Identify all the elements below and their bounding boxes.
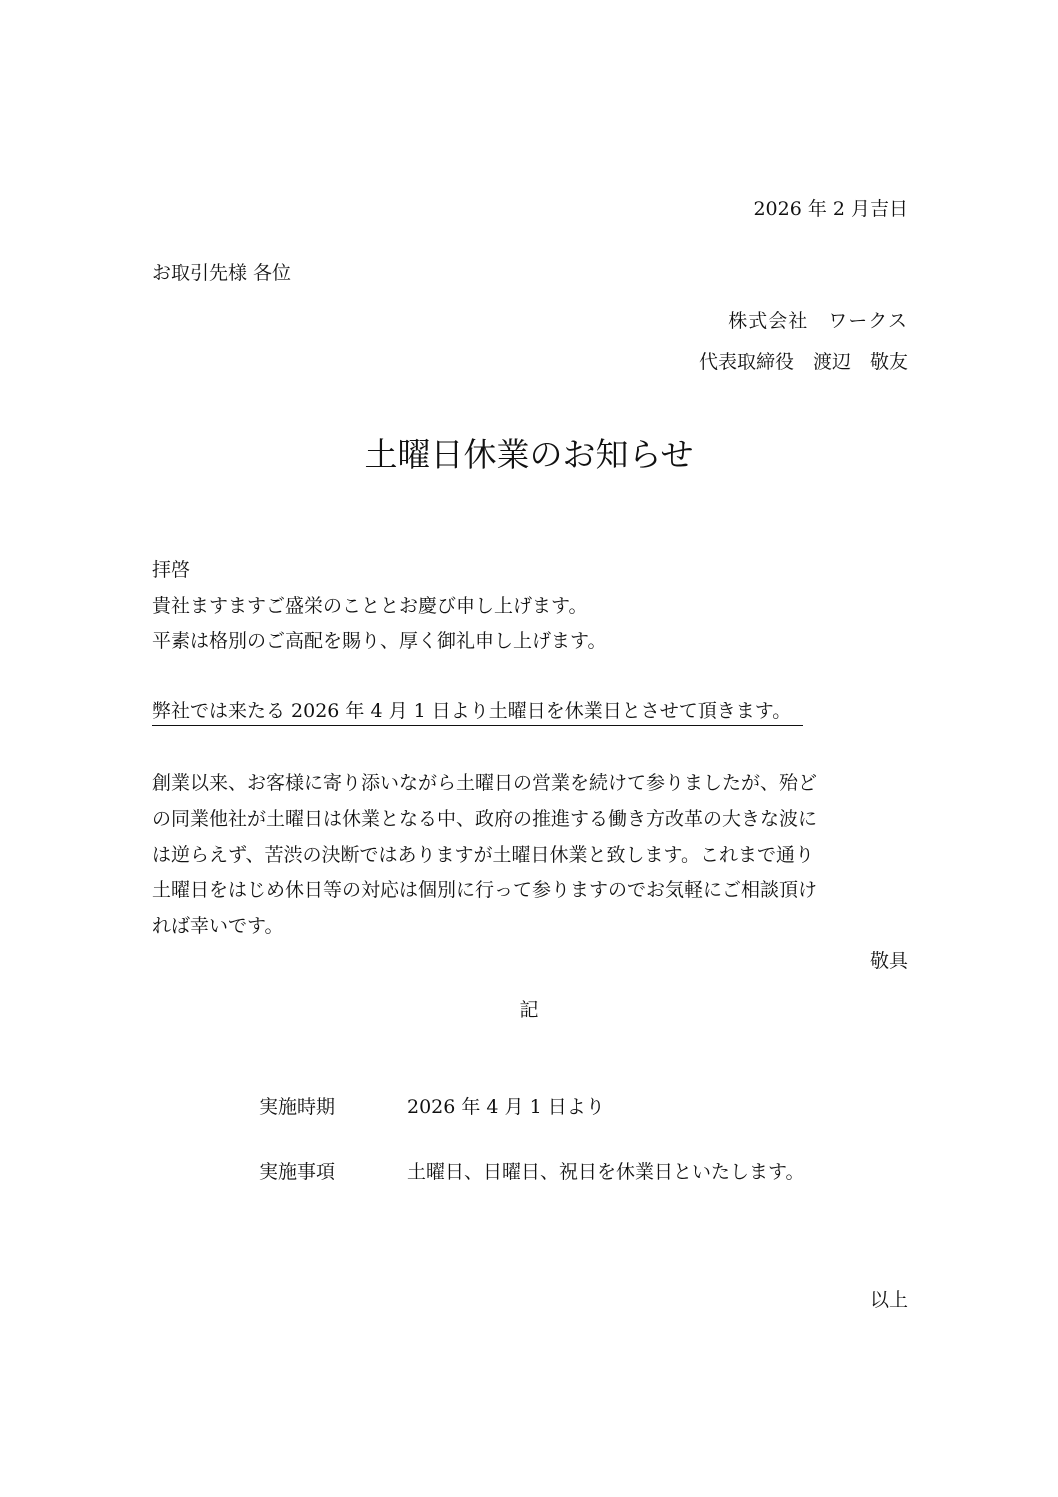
body-paragraph-line: れば幸いです。 [152, 915, 284, 937]
letter-date: 2026 年 2 月吉日 [753, 198, 908, 220]
body-paragraph-line: 土曜日をはじめ休日等の対応は個別に行って参りますのでお気軽にご相談頂け [152, 879, 818, 901]
end-mark: 以上 [869, 1289, 908, 1311]
body-paragraph-line: 創業以来、お客様に寄り添いながら土曜日の営業を続けて参りましたが、殆ど [152, 772, 818, 794]
detail-label-period: 実施時期 [259, 1096, 336, 1118]
closing-salutation: 敬具 [869, 950, 908, 972]
detail-value-items: 土曜日、日曜日、祝日を休業日といたします。 [407, 1161, 805, 1183]
body-paragraph-line: の同業他社が土曜日は休業となる中、政府の推進する働き方改革の大きな波に [152, 808, 818, 830]
greeting-line: 貴社ますますご盛栄のこととお慶び申し上げます。 [152, 595, 588, 617]
sender-company: 株式会社 ワークス [728, 310, 908, 332]
detail-value-period: 2026 年 4 月 1 日より [407, 1096, 605, 1118]
announcement-underlined: 弊社では来たる 2026 年 4 月 1 日より土曜日を休業日とさせて頂きます。 [152, 702, 803, 726]
body-paragraph-line: は逆らえず、苦渋の決断ではありますが土曜日休業と致します。これまで通り [152, 844, 814, 866]
document-title: 土曜日休業のお知らせ [364, 435, 694, 474]
greeting-line: 平素は格別のご高配を賜り、厚く御礼申し上げます。 [152, 630, 607, 652]
addressee: お取引先様 各位 [152, 262, 292, 284]
ki-heading: 記 [519, 999, 539, 1021]
opening-salutation: 拝啓 [152, 559, 191, 581]
detail-label-items: 実施事項 [259, 1161, 336, 1183]
sender-representative: 代表取締役 渡辺 敬友 [698, 351, 908, 373]
